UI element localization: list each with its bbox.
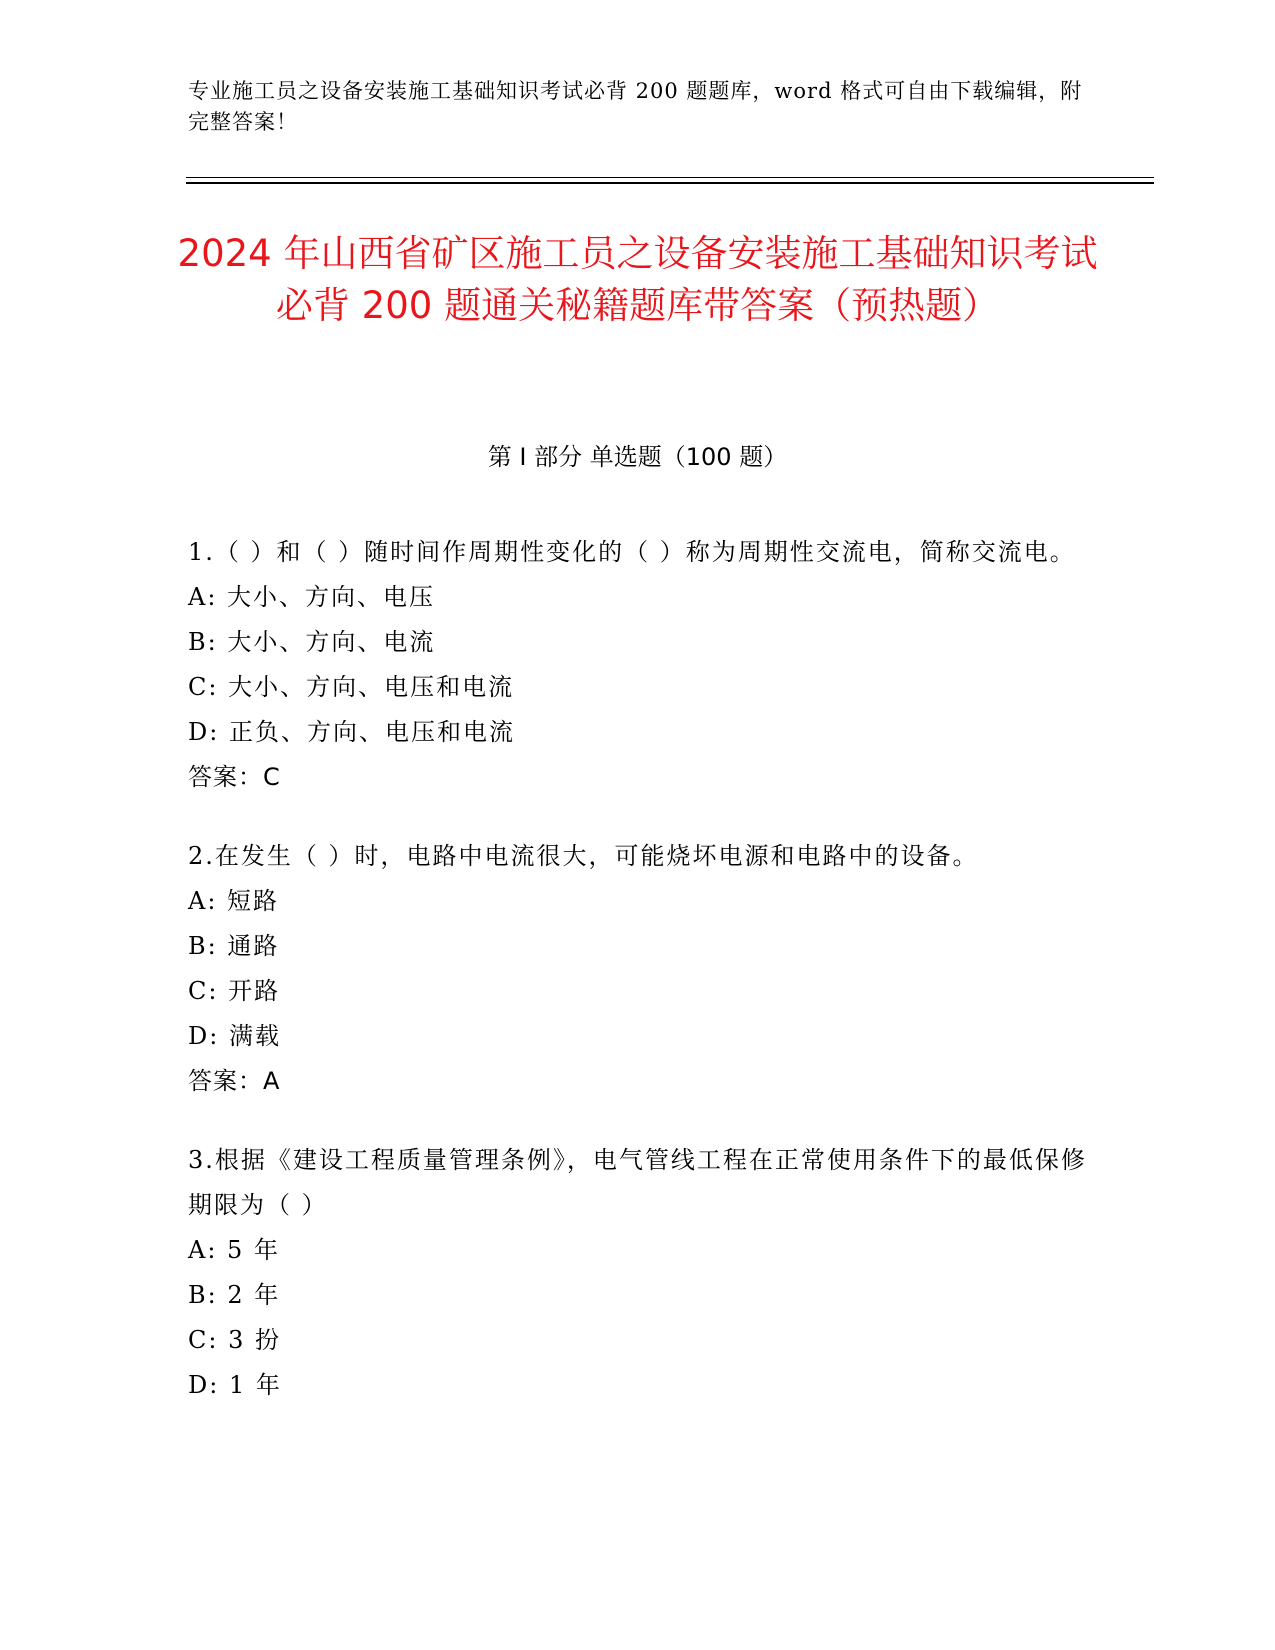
header-note: 专业施工员之设备安装施工基础知识考试必背 200 题题库，word 格式可自由下载编辑，附完整答案！: [188, 79, 1083, 134]
option-b: B: 通路: [188, 932, 280, 960]
question-2: [188, 834, 1088, 1104]
option-c: C: 大小、方向、电压和电流: [188, 673, 515, 701]
header-divider-thin: [186, 177, 1154, 178]
document-title: 2024 年山西省矿区施工员之设备安装施工基础知识考试必背 200 题通关秘籍题库带答案（预热题）: [177, 232, 1098, 327]
option-b: B: 大小、方向、电流: [188, 628, 436, 656]
question-3: [188, 1138, 1088, 1408]
option-c: C: 开路: [188, 977, 281, 1005]
option-a: A: 大小、方向、电压: [188, 583, 436, 611]
question-list: [188, 530, 1088, 1442]
option-a: A: 5 年: [188, 1236, 280, 1264]
question-stem: 3.根据《建设工程质量管理条例》，电气管线工程在正常使用条件下的最低保修期限为（ ）: [188, 1146, 1087, 1219]
question-stem: 2.在发生（ ）时，电路中电流很大，可能烧坏电源和电路中的设备。: [188, 842, 979, 870]
option-b: B: 2 年: [188, 1281, 281, 1309]
header-divider-thick: [186, 182, 1154, 184]
answer: 答案：A: [188, 1067, 281, 1095]
option-d: D: 正负、方向、电压和电流: [188, 718, 515, 746]
answer: 答案：C: [188, 763, 281, 791]
question-stem: 1.（ ）和（ ）随时间作周期性变化的（ ）称为周期性交流电，简称交流电。: [188, 538, 1076, 566]
option-a: A: 短路: [188, 887, 280, 915]
option-c: C: 3 扮: [188, 1326, 281, 1354]
option-d: D: 满载: [188, 1022, 281, 1050]
section-heading: 第 I 部分 单选题（100 题）: [487, 443, 788, 471]
question-1: [188, 530, 1088, 800]
option-d: D: 1 年: [188, 1371, 282, 1399]
